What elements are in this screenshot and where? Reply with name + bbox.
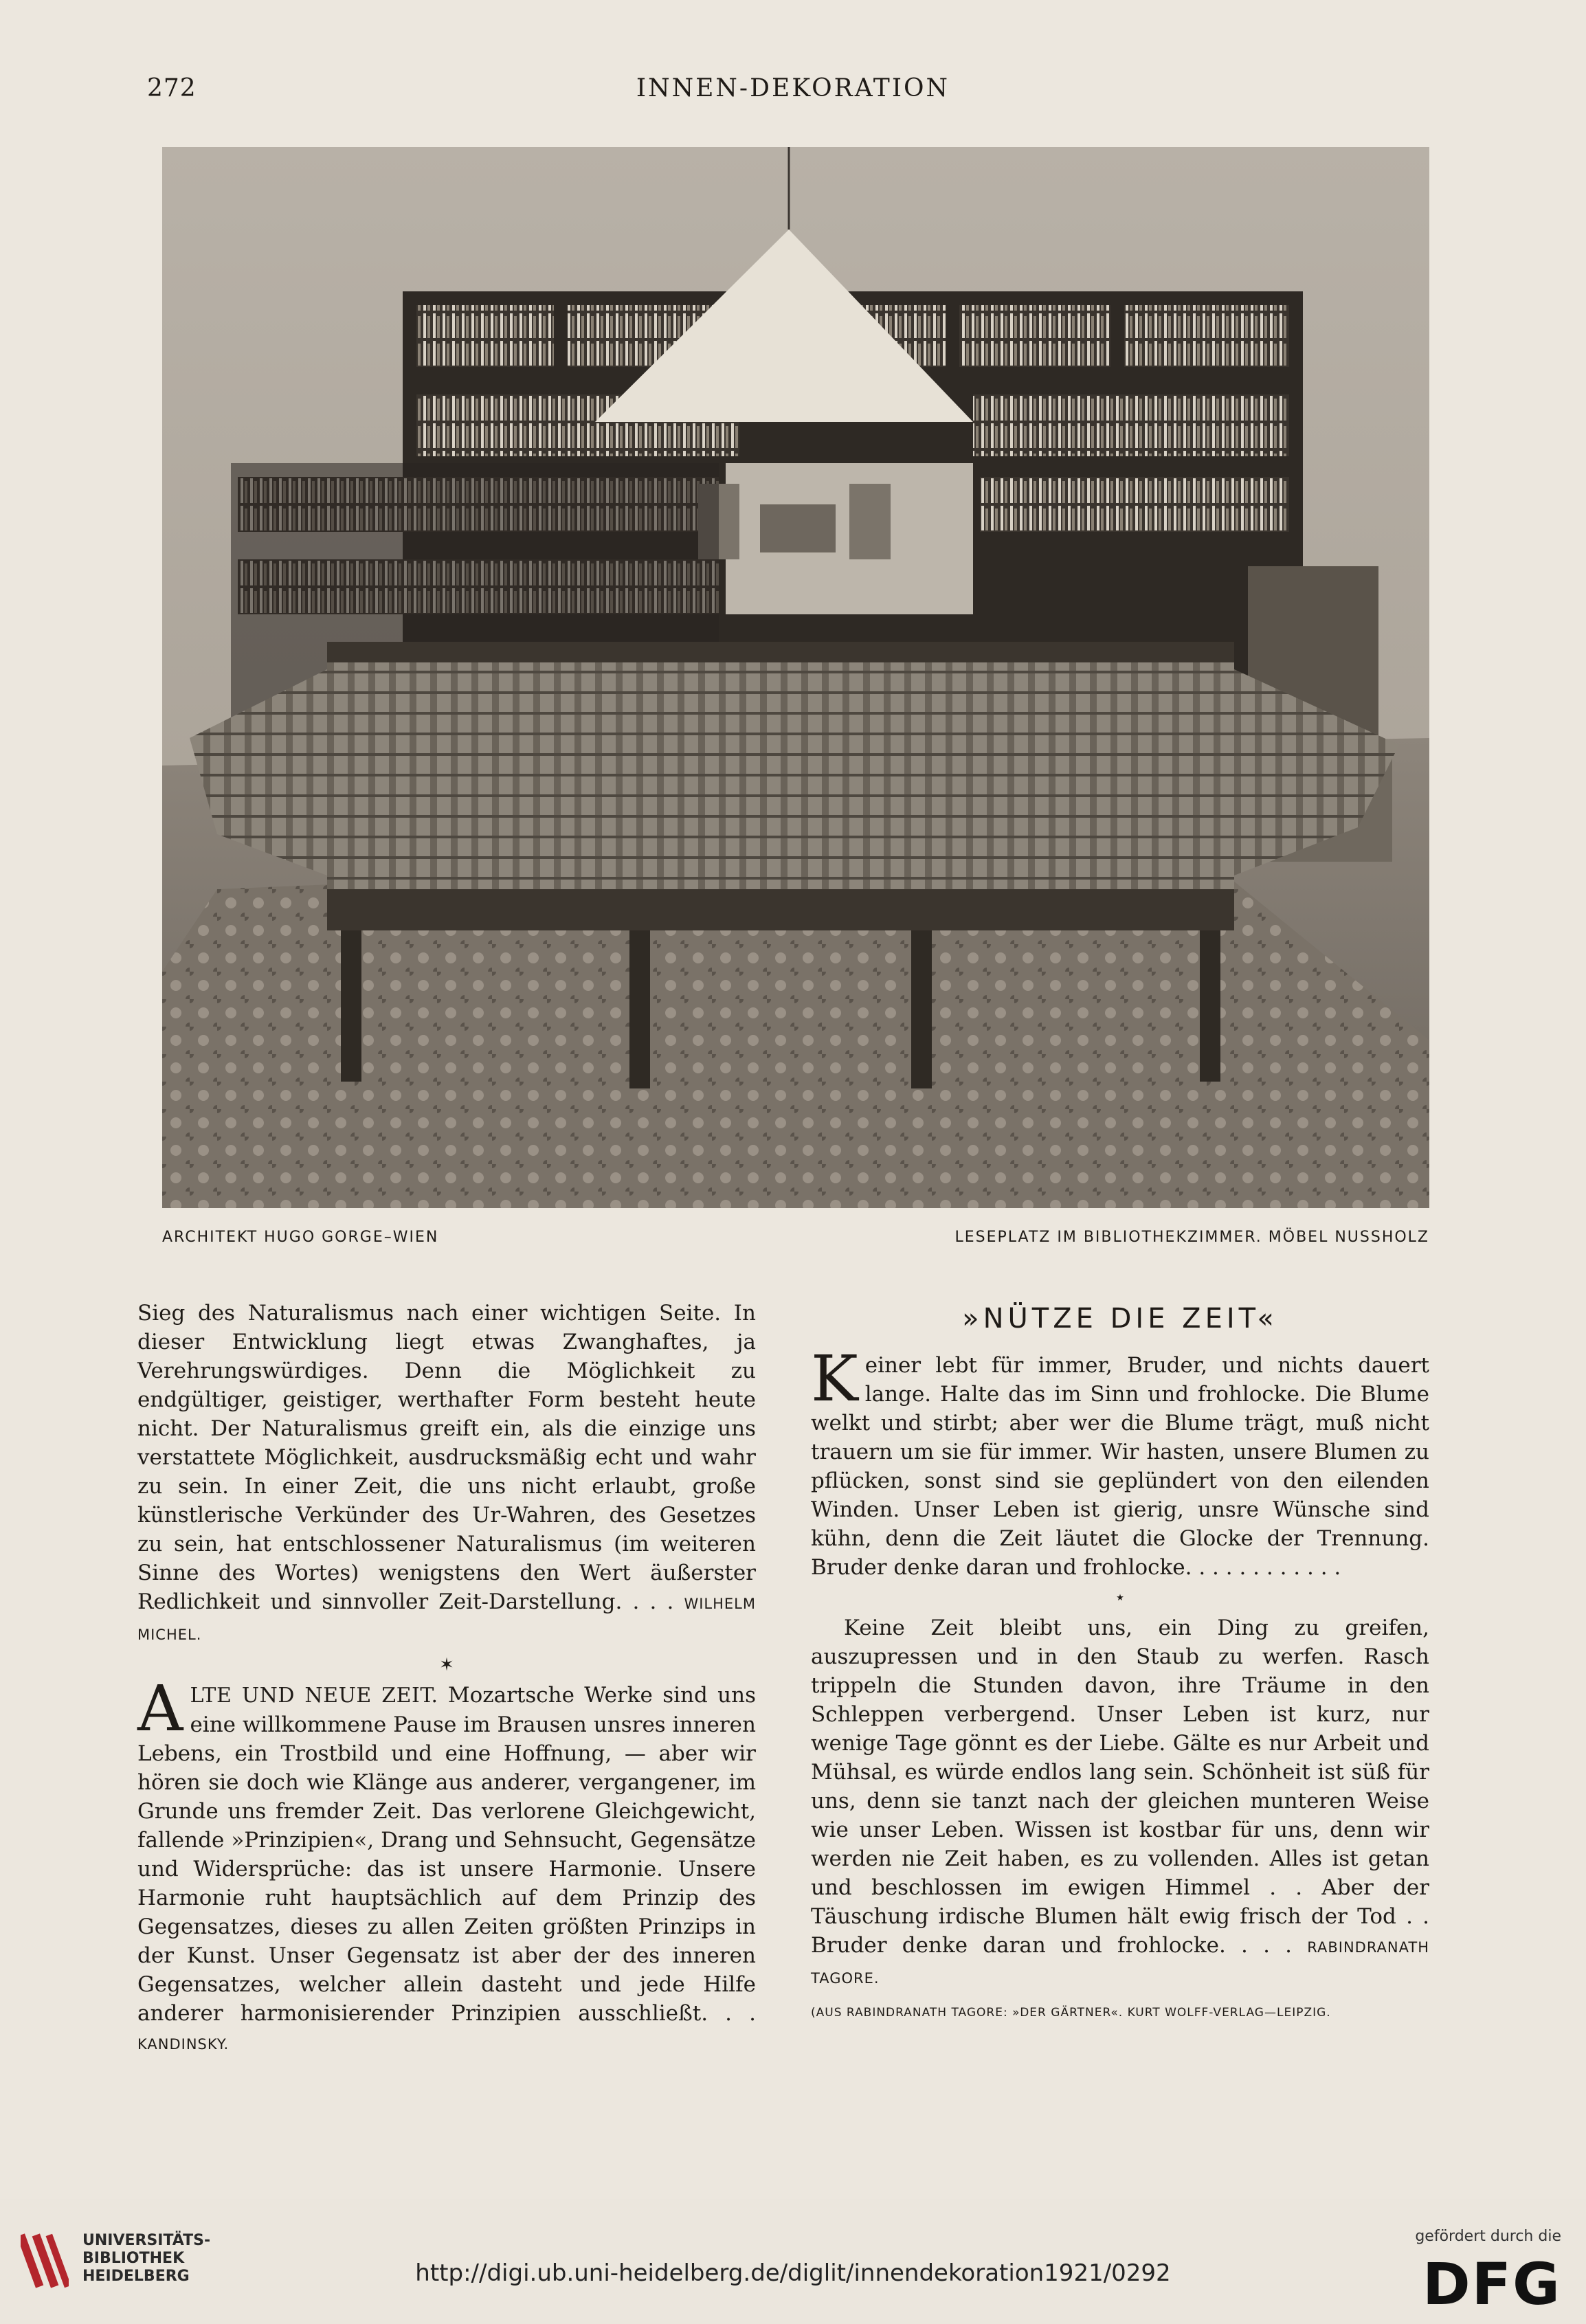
left-column: [137, 1299, 756, 2059]
photo-caption-architect: ARCHITEKT HUGO GORGE–WIEN: [162, 1229, 439, 1246]
tagore-title: »NÜTZE DIE ZEIT«: [962, 1303, 1278, 1334]
library-line-1: UNIVERSITÄTS-: [82, 2232, 211, 2249]
michel-paragraph: [137, 1299, 756, 1649]
source-url-link[interactable]: http://digi.ub.uni-heidelberg.de/diglit/innendekoration1921/0292: [415, 2259, 1171, 2287]
right-column: [811, 1299, 1429, 2027]
tagore-paragraph-1: [811, 1342, 1429, 1582]
kandinsky-paragraph: [137, 1672, 756, 2059]
page-number: 272: [147, 74, 197, 102]
tagore-star: ⋆: [1114, 1587, 1126, 1608]
tagore-text-1: einer lebt für immer, Bruder, und nichts dauert lange. Halte das im Sinn und frohlocke. Die Blume welkt und stirbt; aber wer die Blume trägt, muß nicht trauern um sie für immer. Wir hasten, unsere Blumen zu pflücken, sonst sind sie geplündert von den eilenden Winden. Unser Leben ist gierig, unsre Wünsche sind kühn, denn die Zeit läutet die Glocke der Trennung. Bruder denke daran und frohlocke. . . . . . . . . . . .: [811, 1353, 1429, 1580]
library-room-illustration: [162, 147, 1429, 1208]
tagore-text-2: Keine Zeit bleibt uns, ein Ding zu greifen, auszupressen und in den Staub zu werfen. Rasch trippeln die Stunden davon, ihre Träume in den Schleppen verbergend. Unser Leben ist kurz, nur wenige Tage gönnt es der Liebe. Gälte es nur Arbeit und Mühsal, es würde endlos lang sein. Schönheit ist süß für uns, denn sie tanzt nach der gleichen munteren Weise wie unser Leben. Wissen ist kostbar für uns, denn wir werden nie Zeit haben, es zu vollenden. Alles ist getan und beschlossen im ewigen Himmel . . Aber der Täuschung irdische Blumen hält ewig frisch der Tod . . Bruder denke daran und frohlocke. . . .: [811, 1616, 1429, 1958]
section-star: ✶: [439, 1655, 454, 1675]
tagore-source: (AUS RABINDRANATH TAGORE: »DER GÄRTNER«. KURT WOLFF-VERLAG—LEIPZIG.: [811, 2006, 1331, 2020]
running-title: INNEN-DEKORATION: [636, 74, 950, 102]
funded-by-text: gefördert durch die: [1415, 2228, 1561, 2245]
michel-signature: WILHELM MICHEL.: [137, 1596, 756, 1643]
dropcap-a: A: [137, 1672, 183, 1745]
tagore-paragraph-2: [811, 1613, 1429, 1993]
kandinsky-signature: KANDINSKY.: [137, 2036, 230, 2053]
library-line-3: HEIDELBERG: [82, 2268, 190, 2285]
kandinsky-text: Mozartsche Werke sind uns eine willkommene Pause im Brausen unsres inneren Lebens, ein Trostbild und eine Hoffnung, — aber wir hören sie doch wie Klänge aus anderer, vergangener, im Grunde uns fremder Zeit. Das verlorene Gleichgewicht, fallende »Prinzipien«, Drang und Sehnsucht, Gegensätze und Widersprüche: das ist unsere Harmonie. Unsere Harmonie ruht hauptsächlich auf dem Prinzip des Gegensatzes, dieses zu allen Zeiten größten Prinzips in der Kunst. Unser Gegensatz ist aber der des inneren Gegensatzes, welcher allein dasteht und jede Hilfe anderer harmonisierender Prinzipien ausschließt. . .: [137, 1683, 756, 2026]
kandinsky-heading: LTE UND NEUE ZEIT.: [190, 1684, 438, 1708]
michel-text: Sieg des Naturalismus nach einer wichtigen Seite. In dieser Entwicklung liegt etwas Zwanghaftes, ja Verehrungswürdiges. Denn die Möglichkeit zu endgültiger, geistiger, werthafter Form besteht heute nicht. Der Naturalismus greift ein, als die einzige uns verstattete Möglichkeit, ausdrucksmäßig echt und wahr zu sein. In einer Zeit, die uns nicht erlaubt, große künstlerische Verkünder des Ur-Wahren, des Gesetzes zu sein, hat entschlossener Naturalismus (im weiteren Sinne des Wortes) wenigstens den Wert äußerster Redlichkeit und sinnvoller Zeit-Darstellung. . . .: [137, 1301, 756, 1614]
interior-photograph: [162, 147, 1429, 1208]
library-line-2: BIBLIOTHEK: [82, 2250, 185, 2267]
tagore-signature: RABINDRANATH TAGORE.: [811, 1939, 1429, 1987]
digitization-footer: [0, 2199, 1586, 2324]
photo-caption-description: LESEPLATZ IM BIBLIOTHEKZIMMER. MÖBEL NUSSHOLZ: [954, 1229, 1429, 1246]
dfg-logo: DFG: [1422, 2250, 1561, 2318]
dropcap-k: K: [811, 1342, 858, 1416]
